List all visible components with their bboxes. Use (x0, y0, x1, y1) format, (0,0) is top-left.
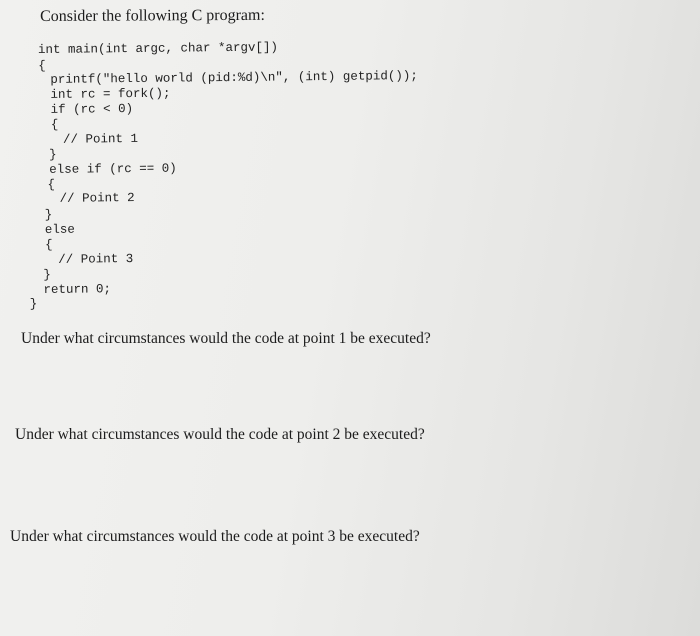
code-line-1: int main(int argc, char *argv[]) (37, 40, 279, 58)
code-line-3: printf("hello world (pid:%d)\n", (int) getpid()); (50, 69, 418, 87)
code-line-6: { (50, 117, 59, 132)
code-line-18: } (29, 297, 38, 312)
question-point-3: Under what circumstances would the code at point 3 be executed? (10, 528, 420, 545)
code-line-15: // Point 3 (58, 252, 134, 267)
code-line-10: { (47, 177, 56, 192)
code-line-11: // Point 2 (59, 191, 135, 206)
intro-text: Consider the following C program: (40, 6, 265, 25)
code-line-14: { (44, 237, 53, 252)
question-point-1: Under what circumstances would the code at point 1 be executed? (21, 330, 431, 347)
code-line-5: if (rc < 0) (50, 102, 134, 117)
code-line-16: } (43, 267, 51, 282)
code-line-12: } (44, 207, 53, 222)
code-line-13: else (44, 222, 75, 237)
code-line-9: else if (rc == 0) (49, 161, 177, 177)
code-line-17: return 0; (43, 282, 112, 297)
code-line-4: int rc = fork(); (50, 86, 171, 102)
code-line-7: // Point 1 (62, 131, 139, 147)
question-point-2: Under what circumstances would the code at point 2 be executed? (15, 426, 425, 443)
code-line-2: { (38, 58, 46, 74)
code-line-8: } (49, 147, 57, 162)
